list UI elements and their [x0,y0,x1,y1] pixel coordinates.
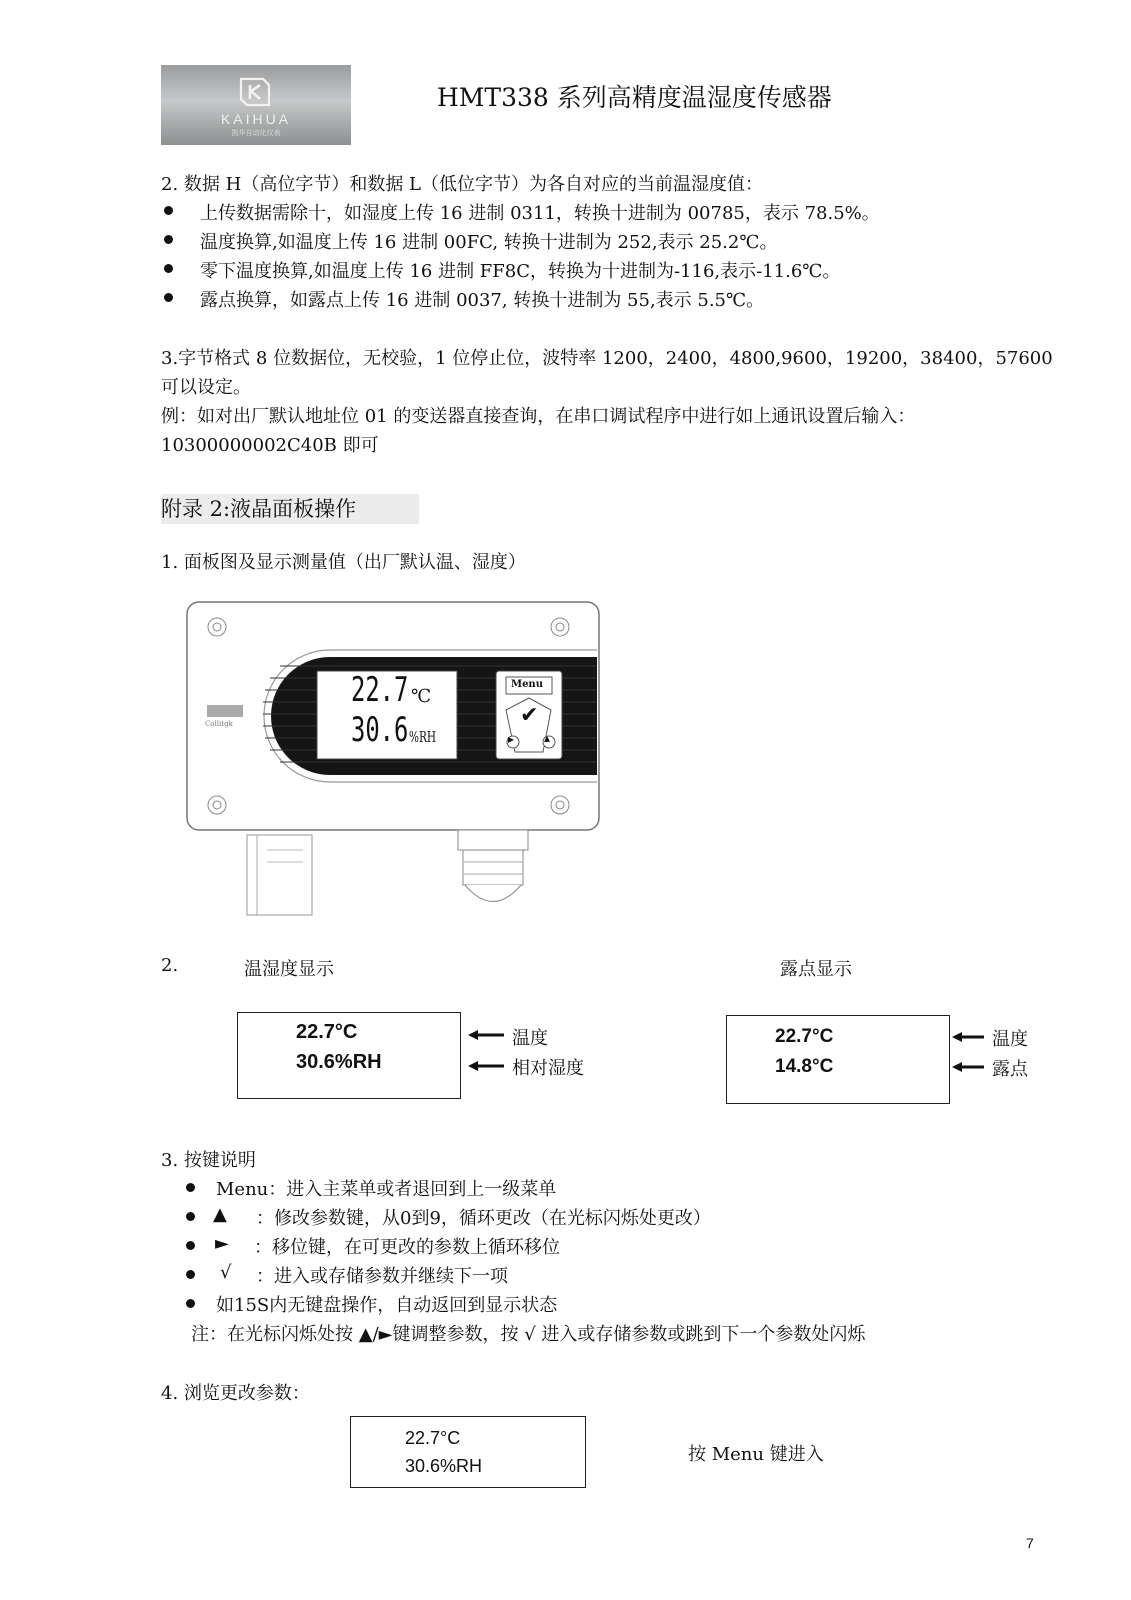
arrow-left-icon [950,1031,986,1043]
bullet-icon [186,1183,195,1192]
check-key-symbol: √ [220,1262,232,1283]
right-key-symbol: ► [215,1233,229,1254]
browse-display-box [350,1416,586,1488]
arrow-label-humidity: 相对湿度 [512,1058,584,1079]
bullet-text-3: 零下温度换算,如温度上传 16 进制 FF8C，转换为十进制为-116,表示-11.6℃。 [200,261,841,282]
bullet-icon [164,264,173,273]
key-item-up: ：修改参数键，从0到9，循环更改（在光标闪烁处更改） [256,1208,711,1229]
lcd-humidity-value: 30.6 [351,710,409,750]
check-button[interactable]: ✔ [520,703,539,728]
keys-note: 注：在光标闪烁处按 ▲/►键调整参数，按 √ 进入或存储参数或跳到下一个参数处闪烁 [191,1324,866,1345]
kaihua-logo-icon [237,77,273,107]
bullet-icon [164,293,173,302]
logo-subtext: 凯华自动化仪表 [231,129,281,137]
panel-diagram-caption: 1. 面板图及显示测量值（出厂默认温、湿度） [161,552,526,573]
bullet-icon [186,1241,195,1250]
key-item-shift: ：移位键，在可更改的参数上循环移位 [254,1237,560,1258]
display-box2-temperature: 22.7°C [775,1026,834,1047]
arrow-label-temperature: 温度 [512,1028,548,1049]
bullet-icon [186,1299,195,1308]
display-box1-humidity: 30.6%RH [296,1051,382,1073]
key-item-enter: ：进入或存储参数并继续下一项 [256,1266,508,1287]
arrow-left-icon [950,1061,986,1073]
temp-humidity-display-label: 温湿度显示 [244,959,334,980]
keys-section-heading: 3. 按键说明 [161,1150,256,1171]
display-box1-temperature: 22.7°C [296,1021,358,1043]
example-command: 10300000002C40B 即可 [161,435,379,456]
data-values-intro: 2. 数据 H（高位字节）和数据 L（低位字节）为各自对应的当前温湿度值： [161,174,763,195]
arrow-label-temperature-2: 温度 [992,1029,1028,1050]
lcd-temperature-value: 22.7 [351,670,409,710]
bullet-text-2: 温度换算,如温度上传 16 进制 00FC, 转换十进制为 252,表示 25.2℃。 [200,232,778,253]
bullet-icon [186,1270,195,1279]
display-box2-dew-point: 14.8°C [775,1056,834,1077]
bullet-text-4: 露点换算，如露点上传 16 进制 0037, 转换十进制为 55,表示 5.5℃。 [200,290,765,311]
bullet-icon [164,235,173,244]
lcd-humidity-unit: %RH [409,728,437,746]
arrow-label-dew-point: 露点 [992,1059,1028,1080]
page-number: 7 [1026,1535,1034,1551]
logo-wordmark: KAIHUA [220,111,292,127]
browse-section-heading: 4. 浏览更改参数： [161,1383,310,1404]
device-panel-diagram [185,600,605,920]
dew-point-display-box [726,1015,950,1104]
browse-instruction: 按 Menu 键进入 [688,1444,824,1465]
menu-button[interactable]: Menu [511,679,543,690]
browse-display-temperature: 22.7°C [405,1428,461,1448]
document-title: HMT338 系列高精度温湿度传感器 [437,83,832,112]
key-item-menu: Menu：进入主菜单或者退回到上一级菜单 [216,1179,557,1200]
browse-display-humidity: 30.6%RH [405,1456,483,1476]
arrow-left-icon [466,1060,506,1072]
right-shift-button[interactable]: ▸ [508,732,515,746]
dew-point-display-label: 露点显示 [780,959,852,980]
panel-brand-label: Collitgk [205,720,233,728]
example-line: 例：如对出厂默认地址位 01 的变送器直接查询，在串口调试程序中进行如上通讯设置后输入： [161,406,916,427]
bullet-icon [186,1212,195,1221]
appendix-heading: 附录 2:液晶面板操作 [161,494,419,524]
key-item-timeout: 如15S内无键盘操作，自动返回到显示状态 [216,1295,558,1316]
arrow-left-icon [466,1029,506,1041]
device-enclosure [185,600,605,920]
byte-format-line-2: 可以设定。 [161,377,251,398]
bullet-text-1: 上传数据需除十，如湿度上传 16 进制 0311，转换十进制为 00785，表示 78.5%。 [200,203,880,224]
display-section-number: 2. [161,955,179,976]
up-key-symbol: ▲ [213,1204,227,1225]
lcd-temperature-unit: ℃ [411,686,432,707]
byte-format-line-1: 3.字节格式 8 位数据位，无校验，1 位停止位，波特率 1200，2400，4800,9600，19200，38400，57600 [161,348,1053,369]
bullet-icon [164,206,173,215]
up-button[interactable]: ▴ [544,731,551,745]
company-logo [161,65,351,145]
